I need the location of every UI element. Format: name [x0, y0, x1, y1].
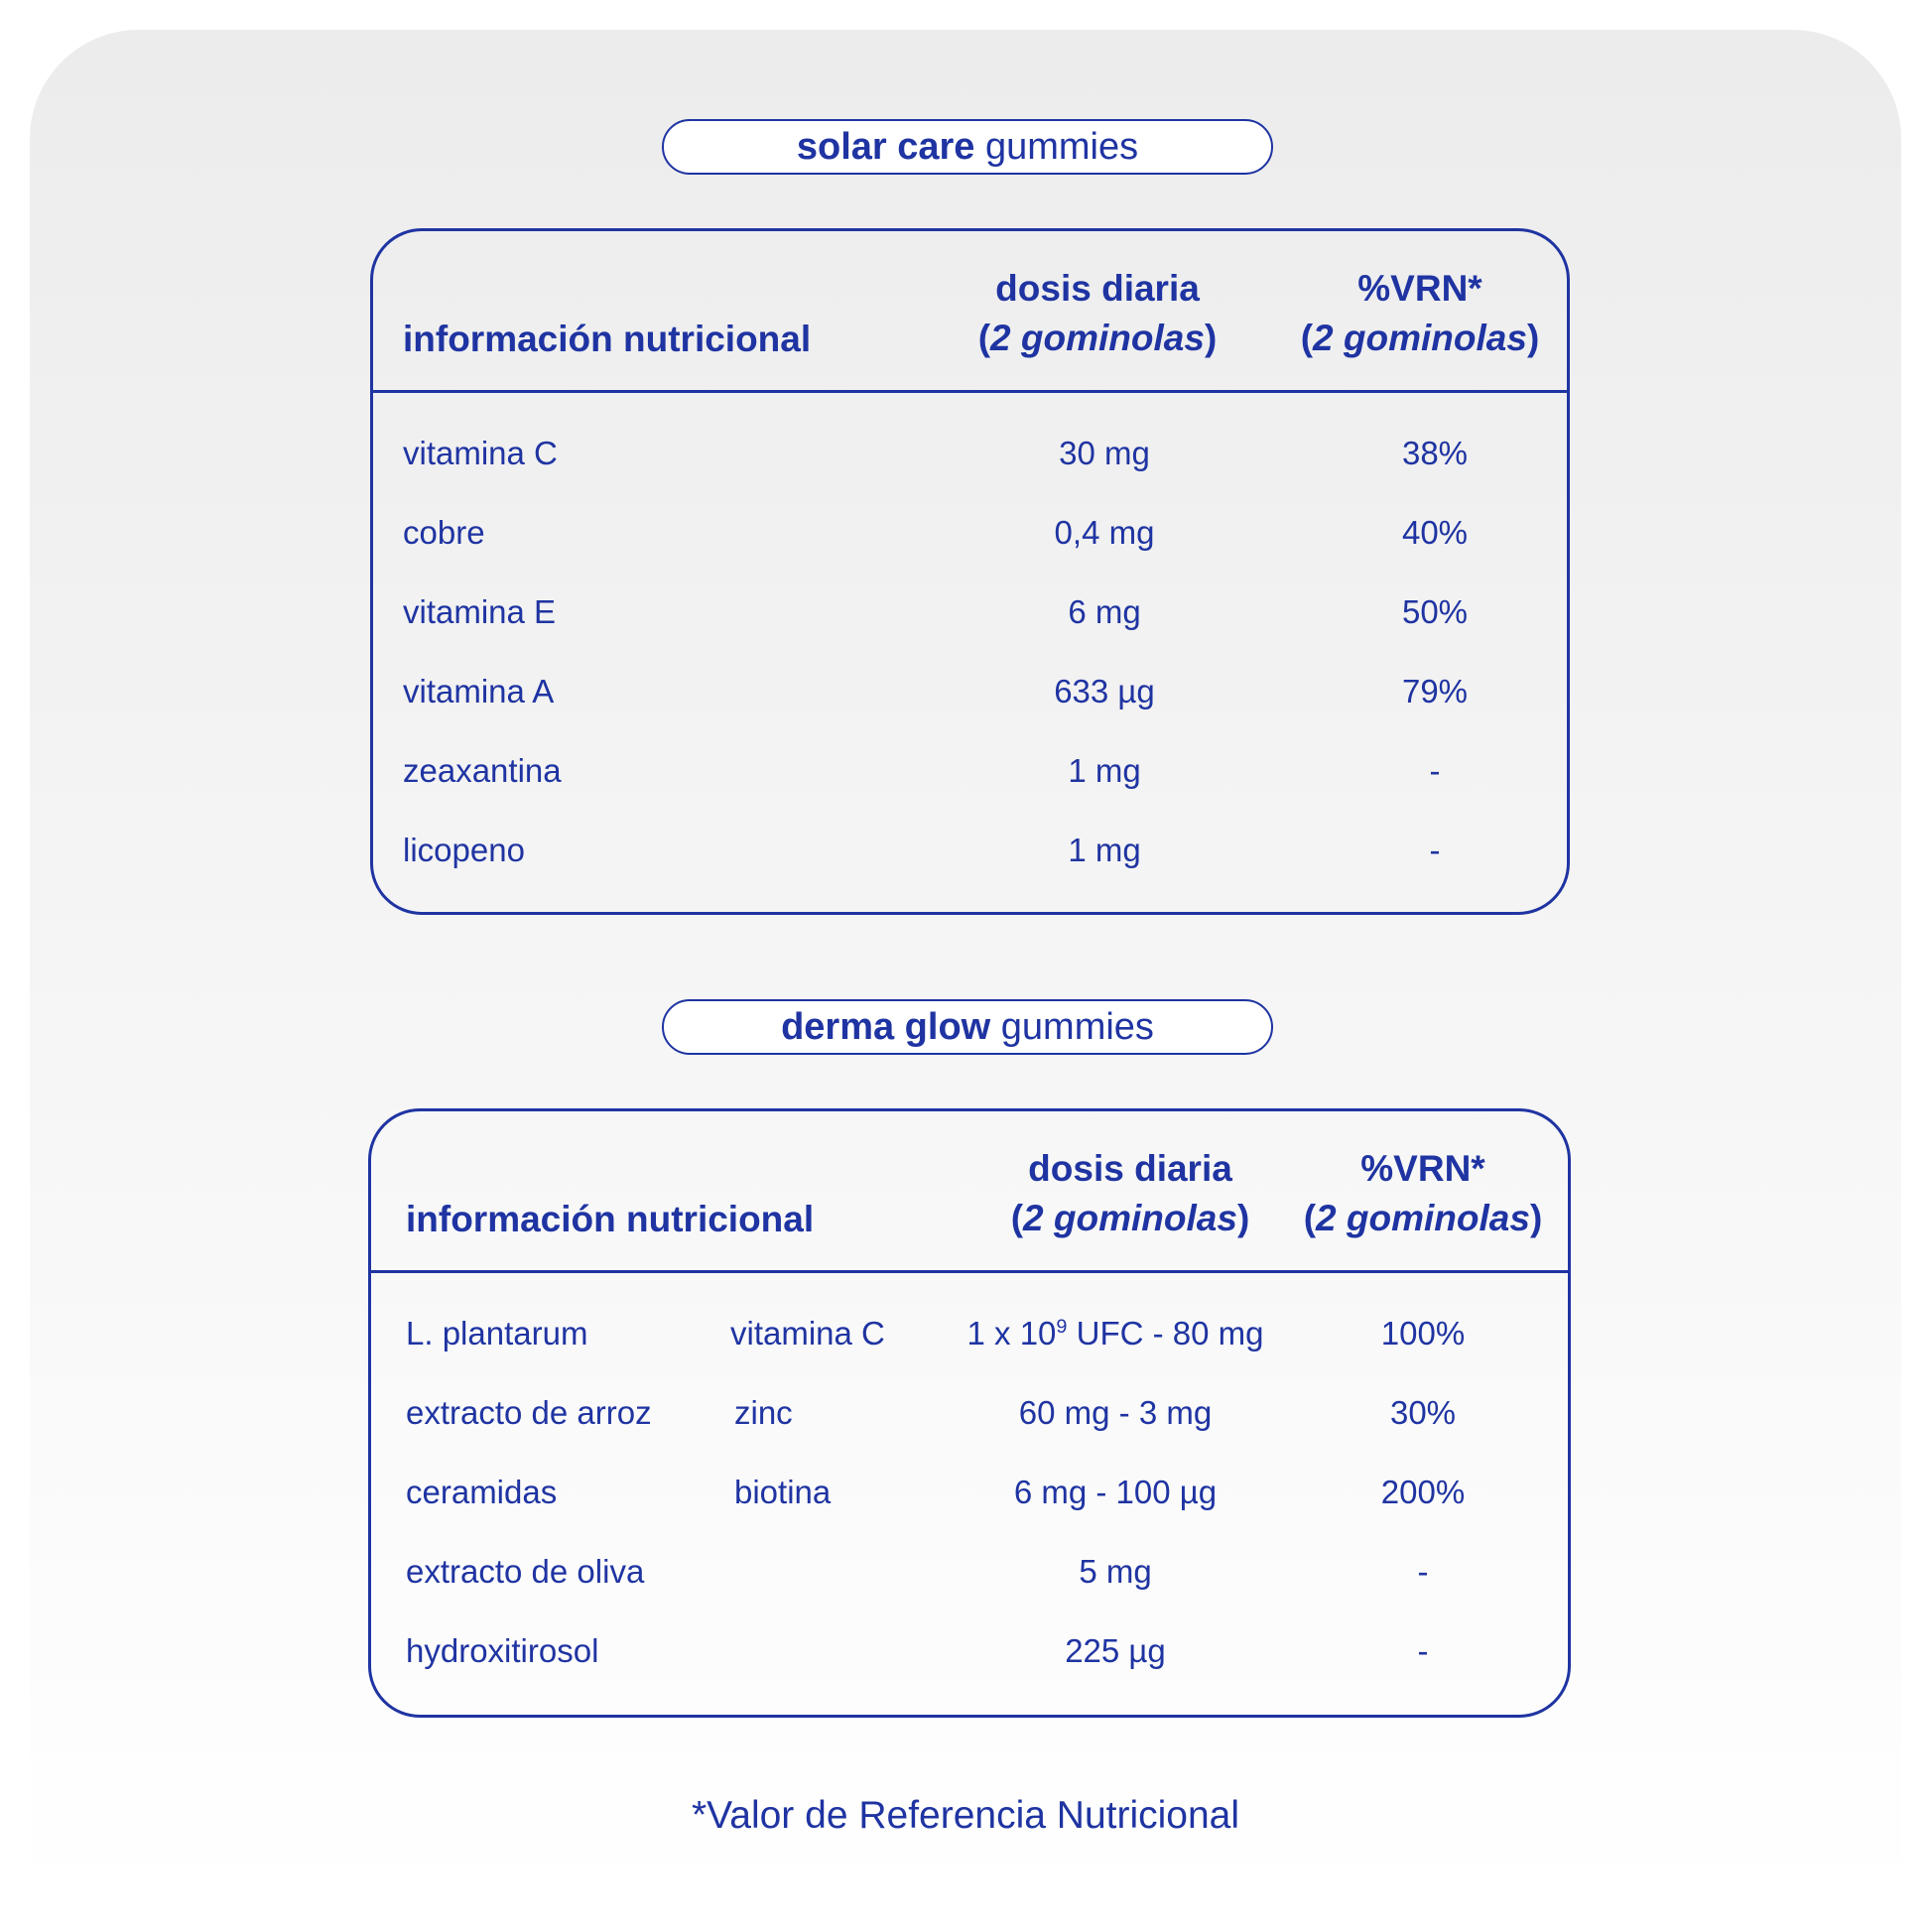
ingredient-dose-prefix: 1 x 10	[966, 1315, 1057, 1352]
nutrient-dose: 1 mg	[1068, 752, 1141, 789]
footnote: *Valor de Referencia Nutricional	[691, 1794, 1240, 1837]
nutrient-dose: 6 mg	[1068, 593, 1141, 630]
ingredient-name-secondary: vitamina C	[730, 1315, 885, 1352]
derma-glow-table	[368, 1108, 1571, 1718]
solar-care-header-dose	[929, 264, 1266, 363]
solar-care-table	[370, 228, 1570, 915]
derma-glow-header-vrn-line2: (2 gominolas)	[1303, 1198, 1543, 1238]
ingredient-name: ceramidas	[406, 1474, 558, 1510]
ingredient-vrn: -	[1417, 1553, 1429, 1590]
nutrient-name: zeaxantina	[403, 752, 562, 789]
nutrient-vrn: 50%	[1401, 593, 1469, 630]
ingredient-dose: 6 mg - 100 µg	[1013, 1474, 1218, 1510]
derma-glow-title-rest: gummies	[990, 1006, 1154, 1048]
solar-care-title-pill	[662, 119, 1273, 175]
nutrient-vrn: 40%	[1401, 514, 1469, 551]
solar-care-title-bold: solar care	[796, 126, 975, 168]
nutrient-name: licopeno	[403, 832, 525, 868]
derma-glow-header-vrn-line1: %VRN*	[1360, 1148, 1485, 1189]
ingredient-dose	[947, 1314, 1284, 1353]
solar-care-header-info: información nutricional	[403, 319, 812, 359]
nutrient-vrn: 79%	[1401, 673, 1469, 709]
derma-glow-title-pill	[662, 999, 1273, 1055]
solar-care-header-divider	[373, 390, 1567, 393]
derma-glow-header-dose-gominolas: 2 gominolas	[1023, 1198, 1237, 1238]
nutrient-vrn: -	[1429, 752, 1441, 789]
derma-glow-header-divider	[371, 1270, 1568, 1273]
ingredient-vrn: -	[1417, 1632, 1429, 1669]
ingredient-name: extracto de arroz	[406, 1394, 652, 1431]
solar-care-header-vrn-line1: %VRN*	[1357, 268, 1482, 309]
derma-glow-header-dose-line2: (2 gominolas)	[1010, 1198, 1250, 1238]
nutrient-name: vitamina C	[403, 435, 558, 471]
solar-care-header-vrn-gominolas: 2 gominolas	[1313, 318, 1527, 358]
derma-glow-header-dose	[986, 1144, 1274, 1243]
nutrient-name: vitamina A	[403, 673, 555, 709]
solar-care-header-dose-line2: (2 gominolas)	[977, 318, 1218, 358]
derma-glow-title-bold: derma glow	[781, 1006, 991, 1048]
solar-care-header-dose-line1: dosis diaria	[995, 268, 1200, 309]
ingredient-vrn: 200%	[1380, 1474, 1466, 1510]
nutrient-vrn: -	[1429, 832, 1441, 868]
nutrient-dose: 1 mg	[1068, 832, 1141, 868]
nutrient-dose: 633 µg	[1054, 673, 1155, 709]
derma-glow-header-vrn	[1274, 1144, 1572, 1243]
derma-glow-header-vrn-gominolas: 2 gominolas	[1316, 1198, 1530, 1238]
ingredient-name: extracto de oliva	[406, 1553, 645, 1590]
solar-care-title-rest: gummies	[974, 126, 1139, 168]
nutrient-dose: 30 mg	[1059, 435, 1150, 471]
ingredient-dose: 225 µg	[1065, 1632, 1166, 1669]
solar-care-header-dose-gominolas: 2 gominolas	[990, 318, 1205, 358]
ingredient-name-secondary: biotina	[734, 1474, 832, 1510]
ingredient-dose: 60 mg - 3 mg	[1018, 1394, 1213, 1431]
solar-care-header-vrn	[1266, 264, 1574, 363]
derma-glow-header-dose-line1: dosis diaria	[1028, 1148, 1232, 1189]
ingredient-vrn: 30%	[1389, 1394, 1457, 1431]
ingredient-name: hydroxitirosol	[406, 1632, 599, 1669]
nutrient-name: cobre	[403, 514, 485, 551]
derma-glow-header-info: información nutricional	[406, 1199, 815, 1239]
nutrient-dose: 0,4 mg	[1054, 514, 1155, 551]
nutrient-name: vitamina E	[403, 593, 557, 630]
ingredient-name: L. plantarum	[406, 1315, 588, 1352]
ingredient-dose-suffix: UFC - 80 mg	[1067, 1315, 1264, 1352]
nutrient-vrn: 38%	[1401, 435, 1469, 471]
ingredient-dose-exponent: 9	[1056, 1316, 1068, 1338]
solar-care-header-vrn-line2: (2 gominolas)	[1300, 318, 1540, 358]
ingredient-name-secondary: zinc	[734, 1394, 793, 1431]
ingredient-vrn: 100%	[1380, 1315, 1466, 1352]
ingredient-dose: 5 mg	[1079, 1553, 1152, 1590]
